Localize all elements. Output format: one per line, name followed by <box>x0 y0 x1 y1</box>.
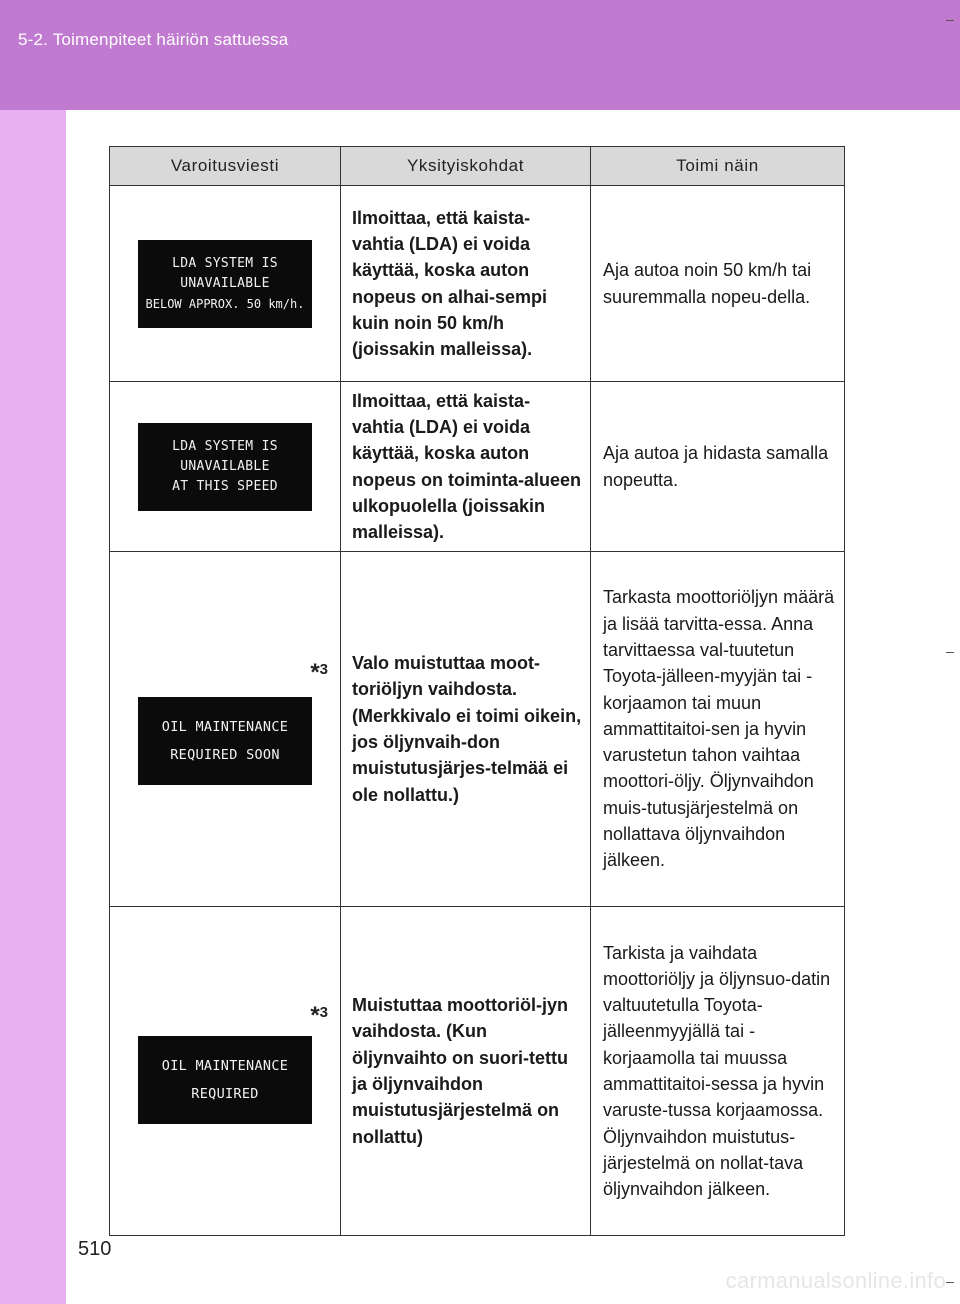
footnote-marker <box>310 659 328 687</box>
display-line: LDA SYSTEM IS <box>172 439 278 454</box>
display-line: AT THIS SPEED <box>172 479 278 494</box>
header-band <box>0 0 960 110</box>
action-cell: Tarkista ja vaihdata moottoriöljy ja öljynsuo-datin valtuutetulla Toyota-jälleenmyyjällä tai -korjaamolla tai muussa ammattitaitoi-sessa ja hyvin varuste-tussa korjaamossa. Öljynvaihdon muistutus-järjestelmä on nollat-tava öljynvaihdon jälkeen. <box>591 907 845 1236</box>
section-title: 5-2. Toimenpiteet häiriön sattuessa <box>18 30 289 49</box>
warning-display <box>138 240 312 328</box>
display-line: REQUIRED SOON <box>170 747 280 763</box>
table-row <box>110 186 845 382</box>
footnote-asterisk: * <box>310 659 320 686</box>
message-cell <box>110 382 341 552</box>
footnote-number: 3 <box>319 661 328 678</box>
action-cell: Aja autoa noin 50 km/h tai suuremmalla nopeu-della. <box>591 186 845 382</box>
message-cell <box>110 186 341 382</box>
warning-display <box>138 1036 312 1124</box>
display-line: UNAVAILABLE <box>180 459 270 474</box>
column-header-action: Toimi näin <box>591 147 845 186</box>
table-row <box>110 907 845 1236</box>
display-line: OIL MAINTENANCE <box>161 1058 289 1074</box>
display-line: BELOW APPROX. 50 km/h. <box>145 297 305 311</box>
side-band <box>0 110 66 1304</box>
table-row <box>110 382 845 552</box>
message-cell <box>110 907 341 1236</box>
details-cell: Muistuttaa moottoriöl-jyn vaihdosta. (Kun öljynvaihto on suori-tettu ja öljynvaihdon muistutusjärjestelmä on nollattu) <box>341 907 591 1236</box>
details-cell: Valo muistuttaa moot-toriöljyn vaihdosta. (Merkkivalo ei toimi oikein, jos öljynvaih-don muistutusjärjes-telmää ei ole nollattu.) <box>341 552 591 907</box>
crop-mark <box>946 652 954 653</box>
display-line: LDA SYSTEM IS <box>172 256 278 271</box>
display-line: REQUIRED <box>191 1086 259 1102</box>
page-number: 510 <box>78 1238 112 1260</box>
warning-display <box>138 697 312 785</box>
action-cell: Tarkasta moottoriöljyn määrä ja lisää tarvitta-essa. Anna tarvittaessa val-tuutetun Toyota-jälleen-myyjän tai -korjaamon tai muun ammattitaitoi-sen ja hyvin varustetun tahon vaihtaa moottori-öljy. Öljynvaihdon muis-tutusjärjestelmä on nollattava öljynvaihdon jälkeen. <box>591 552 845 907</box>
footnote-number: 3 <box>319 1004 328 1021</box>
footnote-asterisk: * <box>310 1002 320 1029</box>
crop-mark <box>946 20 954 21</box>
crop-mark <box>946 1282 954 1283</box>
table-row <box>110 552 845 907</box>
display-line: UNAVAILABLE <box>180 276 270 291</box>
footnote-marker <box>310 1002 328 1030</box>
watermark: carmanualsonline.info <box>725 1268 946 1293</box>
message-cell <box>110 552 341 907</box>
warning-display <box>138 423 312 511</box>
table-header-row <box>110 147 845 186</box>
display-line: OIL MAINTENANCE <box>161 719 289 735</box>
warning-message-table <box>109 146 845 1236</box>
column-header-message: Varoitusviesti <box>110 147 341 186</box>
action-cell: Aja autoa ja hidasta samalla nopeutta. <box>591 382 845 552</box>
column-header-details: Yksityiskohdat <box>341 147 591 186</box>
details-cell: Ilmoittaa, että kaista-vahtia (LDA) ei voida käyttää, koska auton nopeus on alhai-sempi kuin noin 50 km/h (joissakin malleissa). <box>341 186 591 382</box>
details-cell: Ilmoittaa, että kaista-vahtia (LDA) ei voida käyttää, koska auton nopeus on toiminta-alueen ulkopuolella (joissakin malleissa). <box>341 382 591 552</box>
